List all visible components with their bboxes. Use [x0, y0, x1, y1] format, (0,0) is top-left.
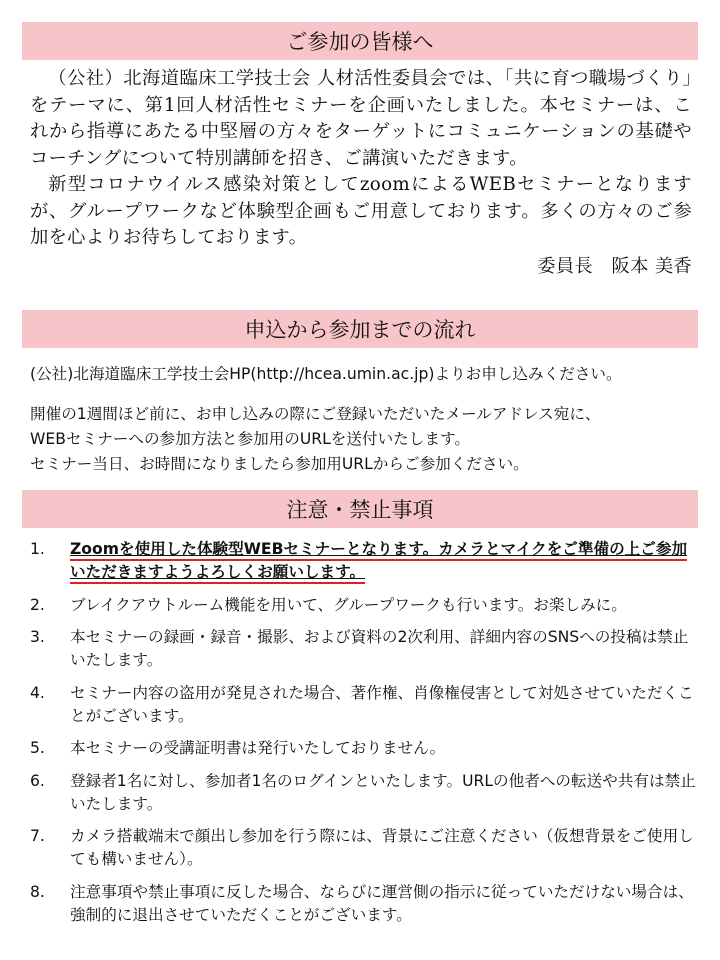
flow-line: WEBセミナーへの参加方法と参加用のURLを送付いたします。: [30, 430, 470, 448]
item-text: 登録者1名に対し、参加者1名のログインといたします。URLの他者への転送や共有は禁止いたします。: [70, 771, 696, 813]
list-item: [26, 538, 696, 584]
item-text: 本セミナーの録画・録音・撮影、および資料の2次利用、詳細内容のSNSへの投稿は禁止いたします。: [70, 628, 689, 669]
list-item: [26, 682, 696, 728]
list-item: [26, 737, 696, 760]
section-header-flow: [22, 310, 698, 348]
section-title: 申込から参加までの流れ: [244, 318, 476, 342]
item-number: 6.: [30, 771, 45, 790]
section-title: ご参加の皆様へ: [286, 30, 434, 54]
item-text: カメラ搭載端末で顔出し参加を行う際には、背景にご注意ください（仮想背景をご使用しても構いません）。: [70, 827, 694, 868]
signature: 委員長 阪本 美香: [537, 255, 692, 277]
item-text: 本セミナーの受講証明書は発行いたしておりません。: [70, 739, 446, 757]
section-header-welcome: [22, 22, 698, 60]
notes-list: [26, 538, 696, 936]
item-number: 7.: [30, 827, 45, 845]
intro-paragraph: 新型コロナウイルス感染対策としてzoomによるWEBセミナーとなりますが、グループワークなど体験型企画もご用意しております。多くの方々のご参加を心よりお待ちしております。: [30, 174, 692, 248]
section-header-notes: [22, 490, 698, 528]
list-item: [26, 770, 696, 816]
list-item: [26, 594, 696, 617]
list-item: [26, 626, 696, 672]
flow-apply: [30, 362, 706, 387]
flow-steps: [30, 402, 706, 477]
intro-text: [30, 66, 692, 280]
list-item: [26, 825, 696, 871]
list-item: [26, 881, 696, 927]
flow-line: 開催の1週間ほど前に、お申し込みの際にご登録いただいたメールアドレス宛に、: [30, 405, 601, 423]
flow-line: セミナー当日、お時間になりましたら参加用URLからご参加ください。: [30, 455, 529, 473]
item-number: 8.: [30, 882, 45, 901]
section-title: 注意・禁止事項: [286, 498, 434, 522]
item-text-highlighted: Zoomを使用した体験型WEBセミナーとなります。カメラとマイクをご準備の上ご参加いただきますようよろしくお願いします。: [70, 540, 687, 584]
item-text: セミナー内容の盗用が発見された場合、著作権、肖像権侵害として対処させていただくことがございます。: [70, 683, 694, 725]
item-text: 注意事項や禁止事項に反した場合、ならびに運営側の指示に従っていただけない場合は、強制的に退出させていただくことがございます。: [70, 882, 694, 924]
item-number: 4.: [30, 683, 45, 702]
item-number: 2.: [30, 595, 45, 614]
item-text: ブレイクアウトルーム機能を用いて、グループワークも行います。お楽しみに。: [70, 595, 627, 614]
item-number: 1.: [30, 540, 45, 558]
item-text: [70, 538, 696, 584]
intro-paragraph: （公社）北海道臨床工学技士会 人材活性委員会では、「共に育つ職場づくり」をテーマに、第1回人材活性セミナーを企画いたしました。本セミナーは、これから指導にあたる中堅層の方々をターゲットにコミュニケーションの基礎やコーチングについて特別講師を招き、ご講演いただきます。: [30, 68, 692, 169]
flow-line: (公社)北海道臨床工学技士会HP(http://hcea.umin.ac.jp)よりお申し込みください。: [30, 365, 622, 383]
item-number: 5.: [30, 739, 45, 757]
item-number: 3.: [30, 628, 45, 646]
